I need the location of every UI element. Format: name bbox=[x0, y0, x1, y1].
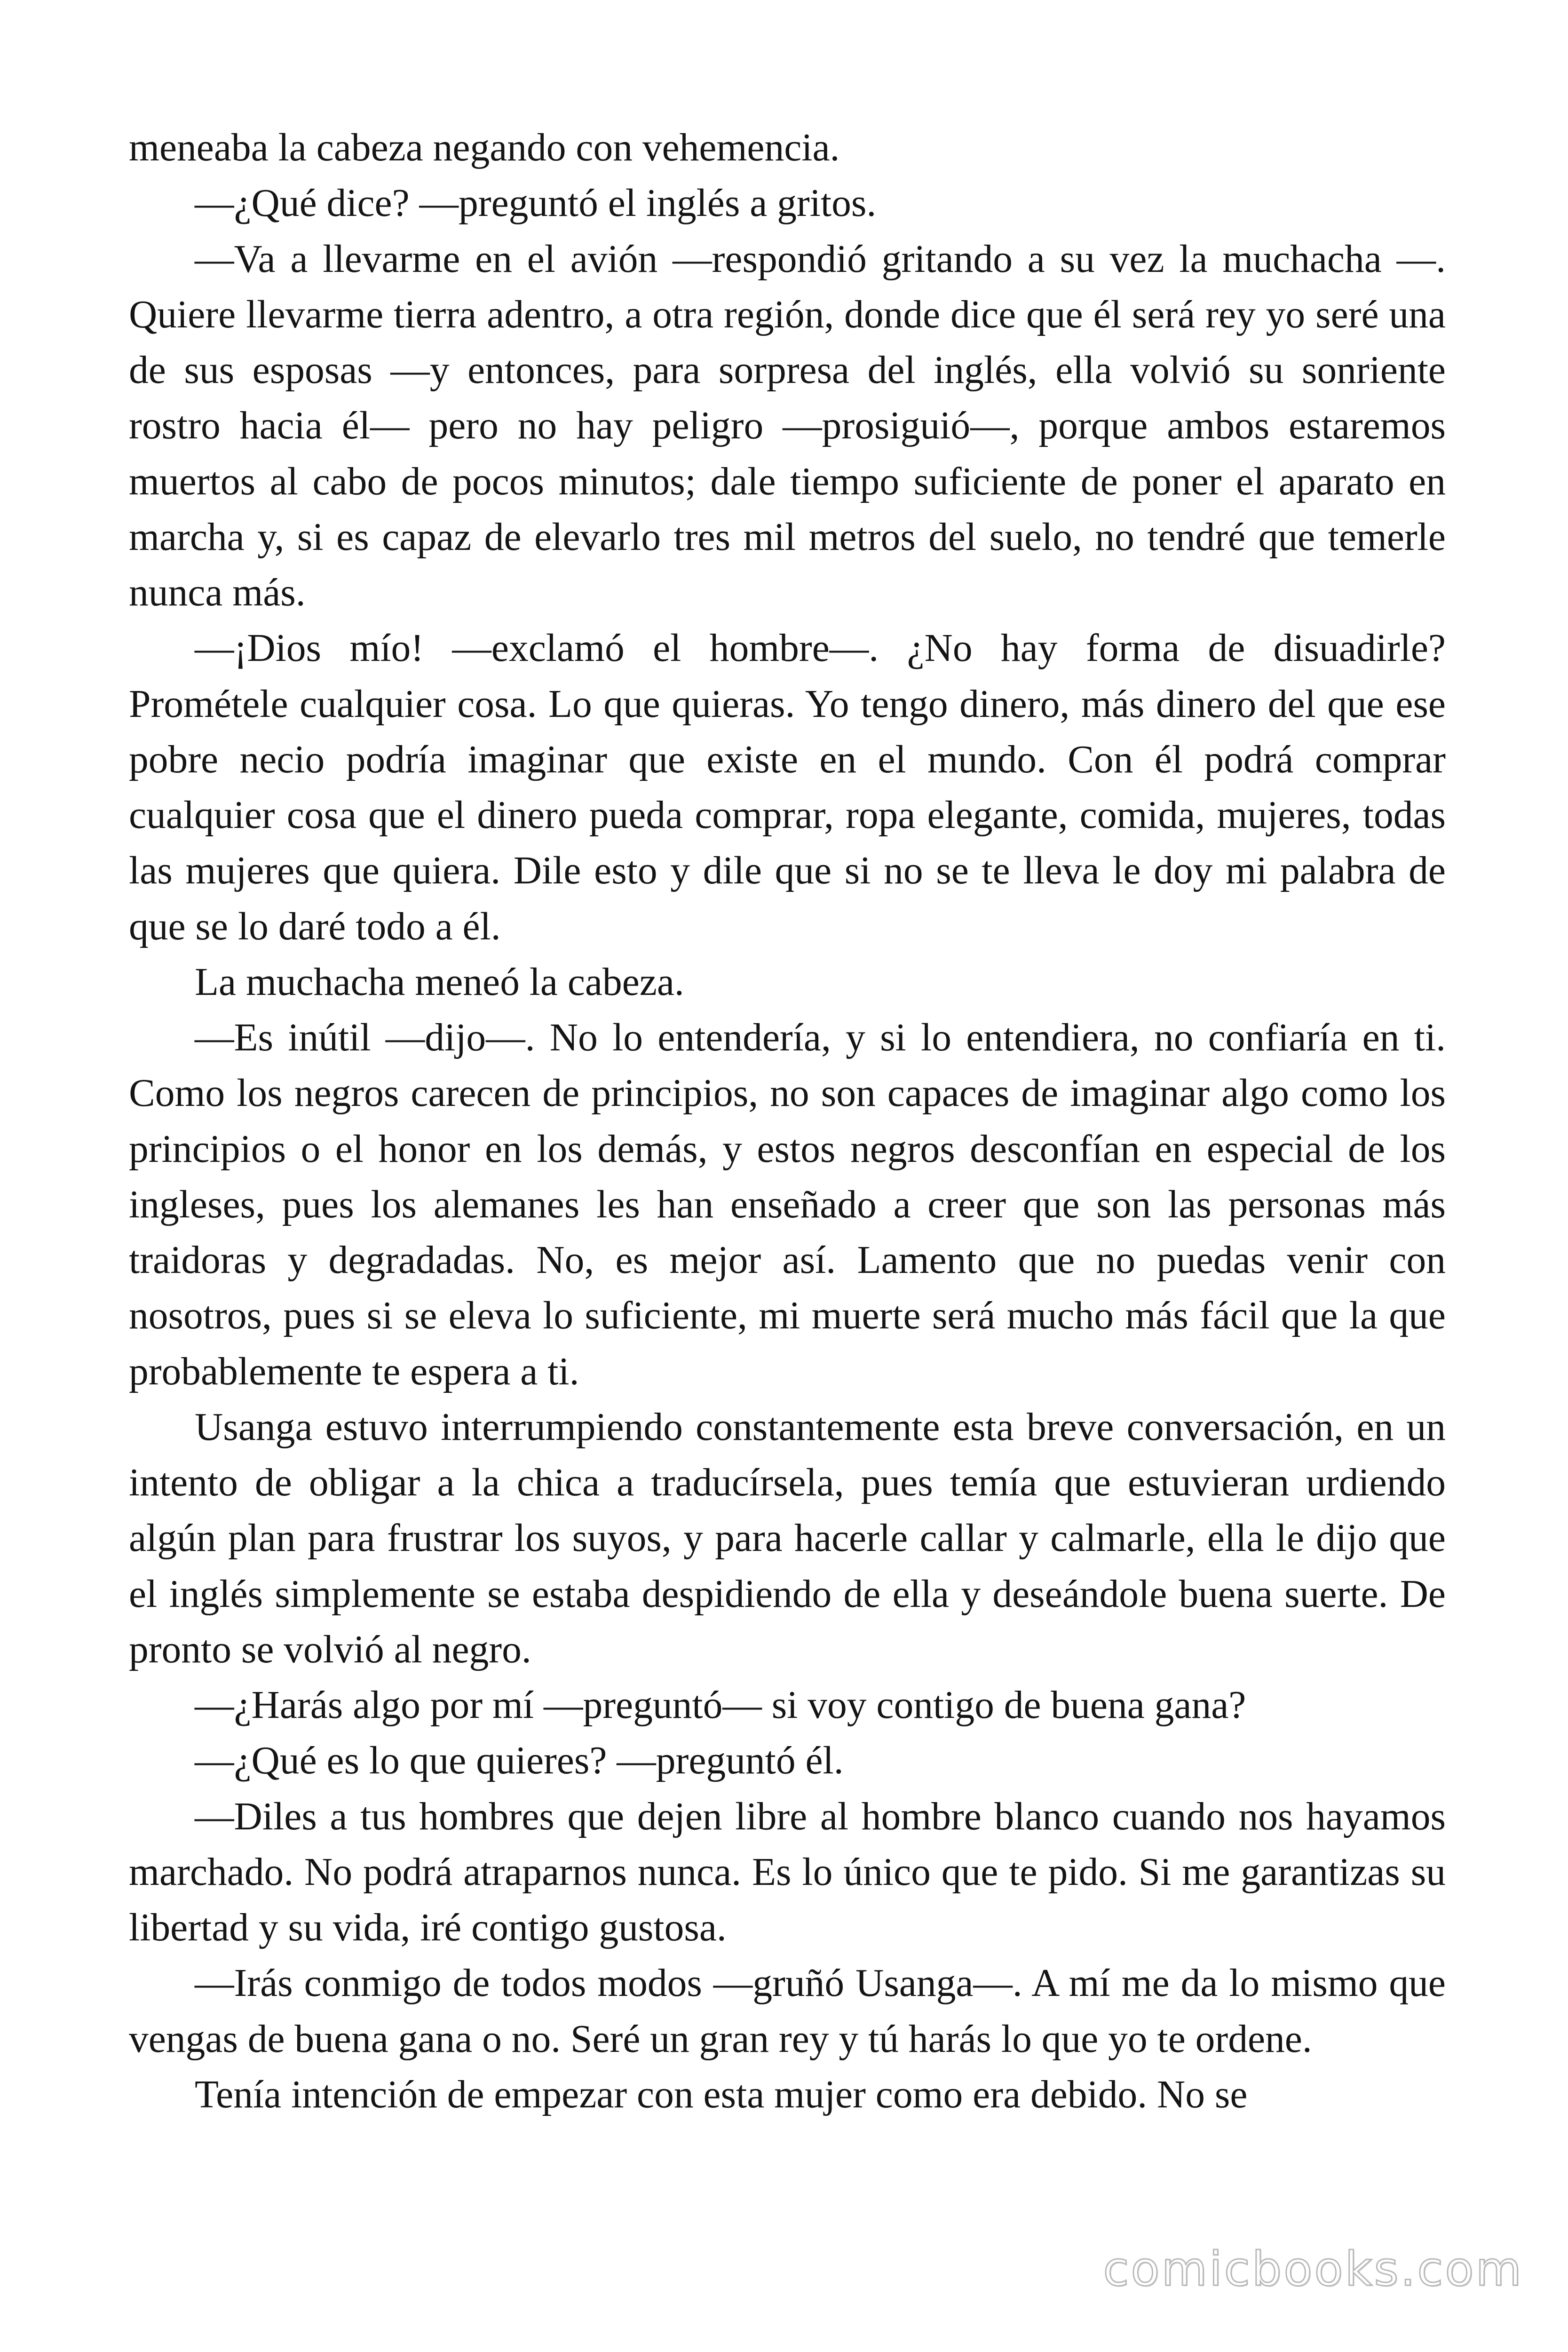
watermark: comicbooks.com bbox=[1103, 2241, 1523, 2296]
page-body bbox=[129, 120, 1446, 2122]
paragraph-continuation: meneaba la cabeza negando con vehemencia. bbox=[129, 126, 840, 169]
paragraph: Usanga estuvo interrumpiendo constantemente esta breve conversación, en un intento de obligar a la chica a traducírsela, pues temía que estuvieran urdiendo algún plan para frustrar los suyos, y para hacerle callar y calmarle, ella le dijo que el inglés simplemente se estaba despidiendo de ella y deseándole buena suerte. De pronto se volvió al negro. bbox=[129, 1405, 1446, 1671]
paragraph: —Diles a tus hombres que dejen libre al hombre blanco cuando nos hayamos marchado. No podrá atraparnos nunca. Es lo único que te pido. Si me garantizas su libertad y su vida, iré contigo gustosa. bbox=[129, 1795, 1446, 1949]
paragraph: —Va a llevarme en el avión —respondió gritando a su vez la muchacha —. Quiere llevarme tierra adentro, a otra región, donde dice que él será rey yo seré una de sus esposas —y entonces, para sorpresa del inglés, ella volvió su sonriente rostro hacia él— pero no hay peligro —prosiguió—, porque ambos estaremos muertos al cabo de pocos minutos; dale tiempo suficiente de poner el aparato en marcha y, si es capaz de elevarlo tres mil metros del suelo, no tendré que temerle nunca más. bbox=[129, 237, 1446, 614]
paragraph: —Es inútil —dijo—. No lo entendería, y si lo entendiera, no confiaría en ti. Como los negros carecen de principios, no son capaces de imaginar algo como los principios o el honor en los demás, y estos negros desconfían en especial de los ingleses, pues los alemanes les han enseñado a creer que son las personas más traidoras y degradadas. No, es mejor así. Lamento que no puedas venir con nosotros, pues si se eleva lo suficiente, mi muerte será mucho más fácil que la que probablemente te espera a ti. bbox=[129, 1016, 1446, 1393]
paragraph: —¿Qué es lo que quieres? —preguntó él. bbox=[195, 1739, 844, 1783]
paragraph: —¿Harás algo por mí —preguntó— si voy contigo de buena gana? bbox=[195, 1684, 1246, 1727]
paragraph: —Irás conmigo de todos modos —gruñó Usanga—. A mí me da lo mismo que vengas de buena gana o no. Seré un gran rey y tú harás lo que yo te ordene. bbox=[129, 1962, 1446, 2061]
paragraph: —¡Dios mío! —exclamó el hombre—. ¿No hay forma de disuadirle? Prométele cualquier cosa. Lo que quieras. Yo tengo dinero, más dinero del que ese pobre necio podría imaginar que existe en el mundo. Con él podrá comprar cualquier cosa que el dinero pueda comprar, ropa elegante, comida, mujeres, todas las mujeres que quiera. Dile esto y dile que si no se te lleva le doy mi palabra de que se lo daré todo a él. bbox=[129, 627, 1446, 948]
paragraph: Tenía intención de empezar con esta mujer como era debido. No se bbox=[195, 2073, 1248, 2116]
paragraph: La muchacha meneó la cabeza. bbox=[195, 960, 684, 1004]
paragraph: —¿Qué dice? —preguntó el inglés a gritos. bbox=[195, 182, 877, 225]
